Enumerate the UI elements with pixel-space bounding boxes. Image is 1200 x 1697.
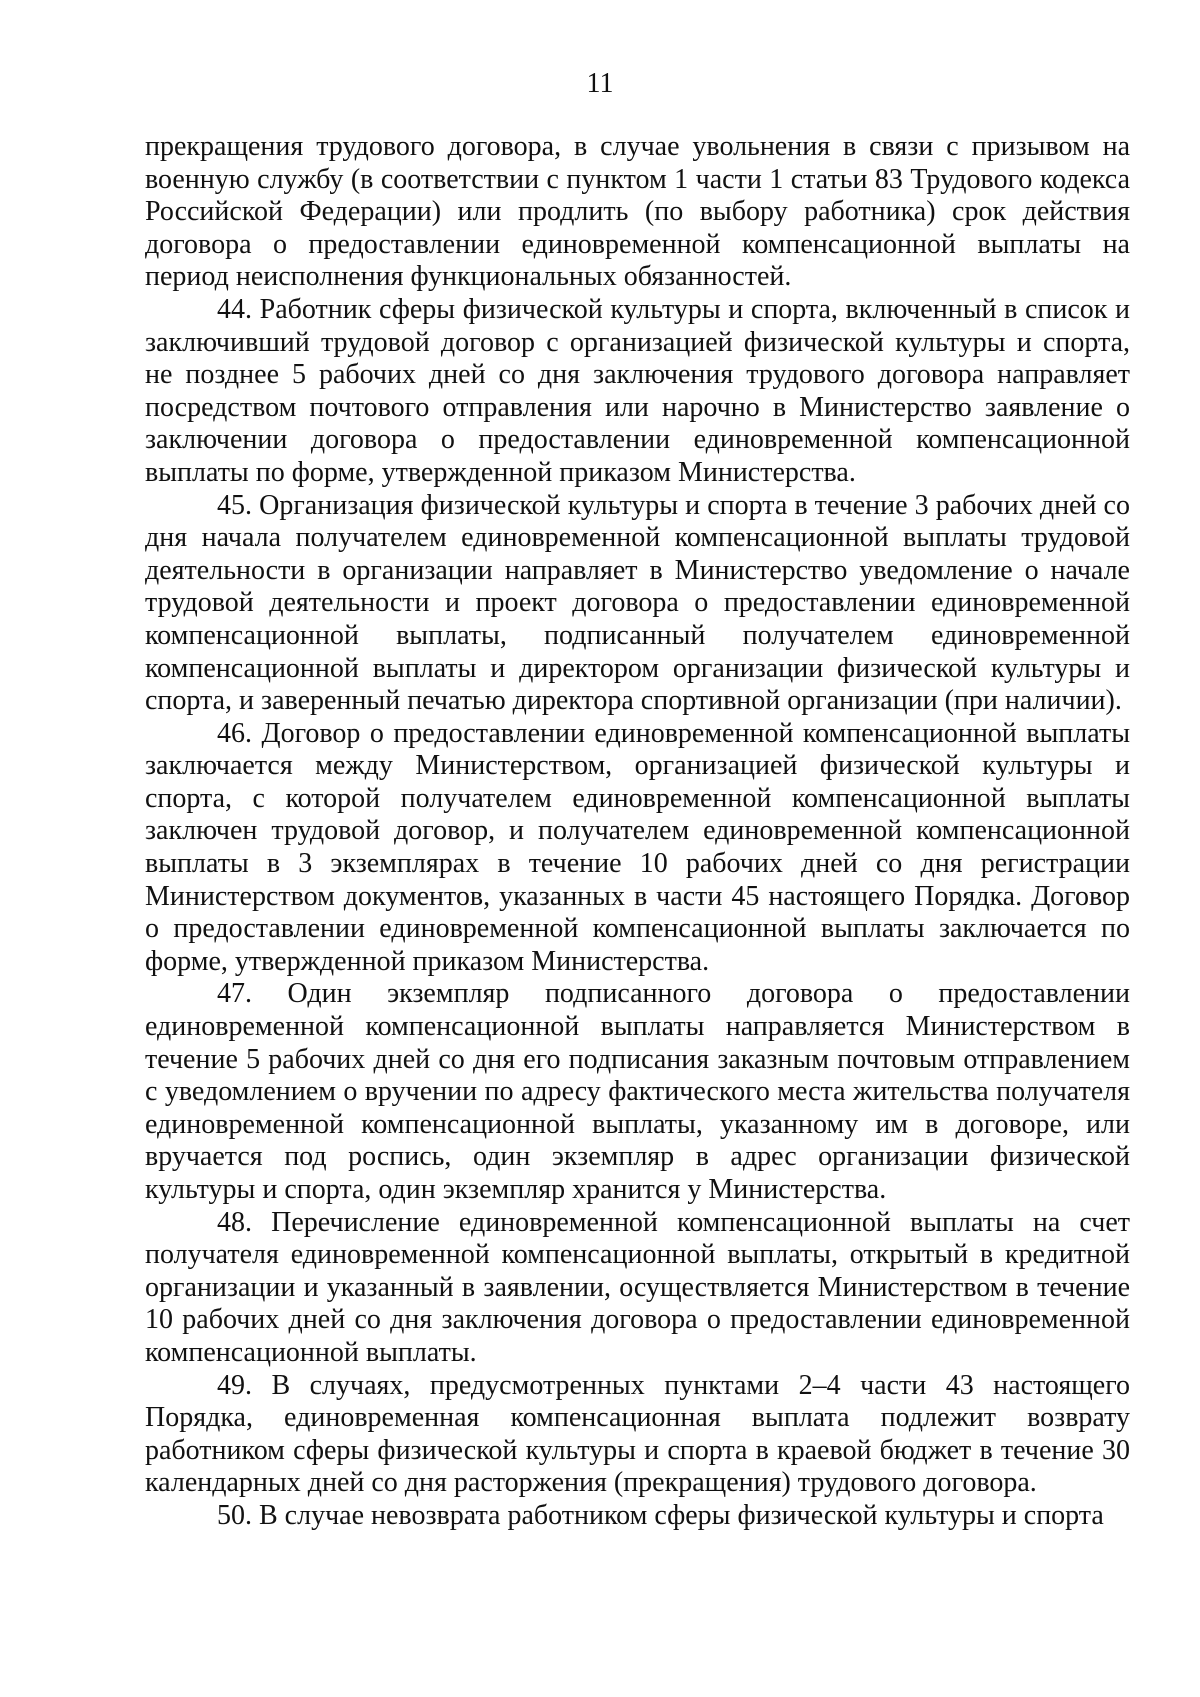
document-body <box>145 131 1130 1533</box>
paragraph-46: 46. Договор о предоставлении единовременной компенсационной выплаты заключается между Министерством, организацией физической культуры и спорта, с которой получателем единовременной компенсационной выплаты заключен трудовой договор, и получателем единовременной компенсационной выплаты в 3 экземплярах в течение 10 рабочих дней со дня регистрации Министерством документов, указанных в части 45 настоящего Порядка. Договор о предоставлении единовременной компенсационной выплаты заключается по форме, утвержденной приказом Министерства. <box>145 717 1130 977</box>
paragraph-continuation: прекращения трудового договора, в случае увольнения в связи с призывом на военную службу (в соответствии с пунктом 1 части 1 статьи 83 Трудового кодекса Российской Федерации) или продлить (по выбору работника) срок действия договора о предоставлении единовременной компенсационной выплаты на период неисполнения функциональных обязанностей. <box>145 131 1130 293</box>
paragraph-47: 47. Один экземпляр подписанного договора о предоставлении единовременной компенсационной выплаты направляется Министерством в течение 5 рабочих дней со дня его подписания заказным почтовым отправлением с уведомлением о вручении по адресу фактического места жительства получателя единовременной компенсационной выплаты, указанному им в договоре, или вручается под роспись, один экземпляр в адрес организации физической культуры и спорта, один экземпляр хранится у Министерства. <box>145 978 1130 1205</box>
paragraph-49: 49. В случаях, предусмотренных пунктами 2–4 части 43 настоящего Порядка, единовременная компенсационная выплата подлежит возврату работником сферы физической культуры и спорта в краевой бюджет в течение 30 календарных дней со дня расторжения (прекращения) трудового договора. <box>145 1369 1130 1499</box>
paragraph-44: 44. Работник сферы физической культуры и спорта, включенный в список и заключивший трудовой договор с организацией физической культуры и спорта, не позднее 5 рабочих дней со дня заключения трудового договора направляет посредством почтового отправления или нарочно в Министерство заявление о заключении договора о предоставлении единовременной компенсационной выплаты по форме, утвержденной приказом Министерства. <box>145 293 1130 488</box>
paragraph-50: 50. В случае невозврата работником сферы физической культуры и спорта <box>217 1499 1104 1531</box>
paragraph-48: 48. Перечисление единовременной компенсационной выплаты на счет получателя единовременной компенсационной выплаты, открытый в кредитной организации и указанный в заявлении, осуществляется Министерством в течение 10 рабочих дней со дня заключения договора о предоставлении единовременной компенсационной выплаты. <box>145 1206 1130 1368</box>
paragraph-45: 45. Организация физической культуры и спорта в течение 3 рабочих дней со дня начала получателем единовременной компенсационной выплаты трудовой деятельности в организации направляет в Министерство уведомление о начале трудовой деятельности и проект договора о предоставлении единовременной компенсационной выплаты, подписанный получателем единовременной компенсационной выплаты и директором организации физической культуры и спорта, и заверенный печатью директора спортивной организации (при наличии). <box>145 489 1130 717</box>
page-number: 11 <box>586 68 614 99</box>
